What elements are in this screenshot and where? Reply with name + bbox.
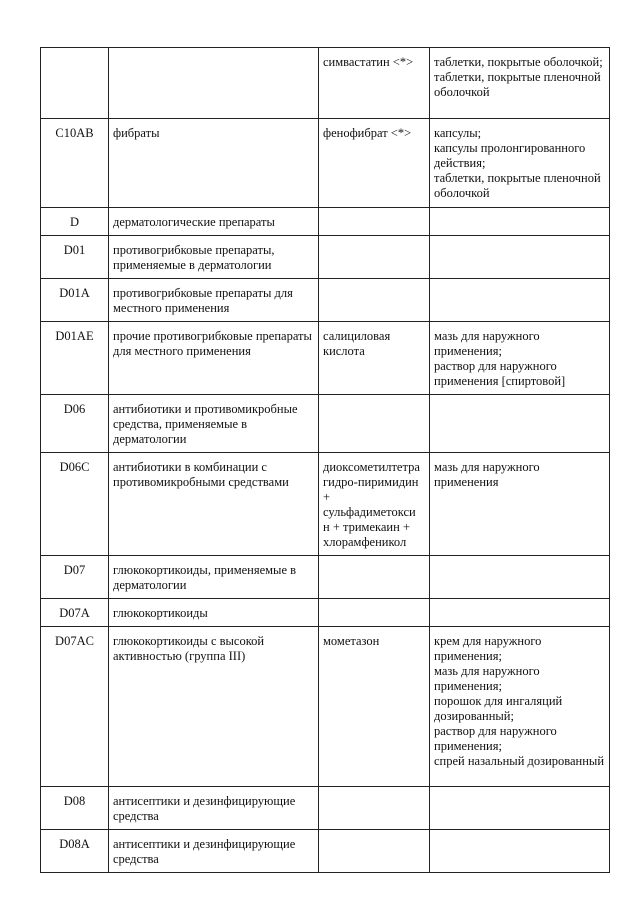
group-name-cell: противогрибковые препараты, применяемые в дерматологии (109, 236, 319, 279)
table-row (41, 119, 610, 208)
dosage-form-text: таблетки, покрытые оболочкой; таблетки, покрытые пленочной оболочкой (434, 55, 603, 99)
table-row (41, 787, 610, 830)
drug-name-cell: салициловая кислота (319, 322, 430, 395)
atc-code-cell: D07AC (41, 627, 109, 787)
table-row (41, 395, 610, 453)
group-name-cell: антисептики и дезинфицирующие средства (109, 830, 319, 873)
table-row (41, 208, 610, 236)
drug-name-cell (319, 236, 430, 279)
table-row (41, 279, 610, 322)
dosage-form-cell (430, 395, 610, 453)
dosage-form-cell (430, 787, 610, 830)
dosage-form-cell (430, 556, 610, 599)
group-name-cell: глюкокортикоиды (109, 599, 319, 627)
atc-code-cell: D01A (41, 279, 109, 322)
group-name-cell: глюкокортикоиды с высокой активностью (группа III) (109, 627, 319, 787)
table-row (41, 627, 610, 787)
group-name-cell (109, 48, 319, 119)
drug-name-cell (319, 599, 430, 627)
dosage-form-cell (430, 236, 610, 279)
dosage-form-cell (430, 48, 610, 119)
table-row (41, 48, 610, 119)
drug-name-cell: симвастатин <*> (319, 48, 430, 119)
group-name-cell: прочие противогрибковые препараты для местного применения (109, 322, 319, 395)
group-name-cell: противогрибковые препараты для местного применения (109, 279, 319, 322)
table-body (41, 48, 610, 873)
atc-code-cell: C10AB (41, 119, 109, 208)
dosage-form-cell (430, 208, 610, 236)
drug-name-cell: диоксометилтетра гидро-пиримидин + сульфадиметокси н + тримекаин + хлорамфеникол (319, 453, 430, 556)
group-name-cell: фибраты (109, 119, 319, 208)
table-row (41, 556, 610, 599)
drug-name-cell (319, 279, 430, 322)
dosage-form-text: мазь для наружного применения; раствор для наружного применения [спиртовой] (434, 329, 566, 388)
table-row (41, 236, 610, 279)
dosage-form-cell (430, 627, 610, 787)
dosage-form-text: крем для наружного применения; мазь для наружного применения; порошок для ингаляций дозированный; раствор для наружного применения; спрей назальный дозированный (434, 634, 605, 768)
drug-name-cell (319, 208, 430, 236)
dosage-form-cell (430, 830, 610, 873)
atc-code-cell (41, 48, 109, 119)
group-name-cell: антибиотики в комбинации с противомикробными средствами (109, 453, 319, 556)
group-name-cell: дерматологические препараты (109, 208, 319, 236)
dosage-form-text: мазь для наружного применения (434, 460, 540, 489)
atc-code-cell: D06C (41, 453, 109, 556)
dosage-form-text: капсулы; капсулы пролонгированного действия; таблетки, покрытые пленочной оболочкой (434, 126, 601, 200)
group-name-cell: антисептики и дезинфицирующие средства (109, 787, 319, 830)
table-row (41, 830, 610, 873)
drug-name-cell (319, 830, 430, 873)
dosage-form-cell (430, 279, 610, 322)
atc-code-cell: D08 (41, 787, 109, 830)
atc-code-cell: D08A (41, 830, 109, 873)
atc-code-cell: D06 (41, 395, 109, 453)
atc-code-cell: D07 (41, 556, 109, 599)
dosage-form-cell (430, 119, 610, 208)
drug-name-cell: мометазон (319, 627, 430, 787)
table-row (41, 322, 610, 395)
atc-drug-table (40, 47, 610, 873)
drug-name-cell (319, 787, 430, 830)
atc-code-cell: D (41, 208, 109, 236)
atc-code-cell: D07A (41, 599, 109, 627)
atc-code-cell: D01 (41, 236, 109, 279)
drug-name-cell: фенофибрат <*> (319, 119, 430, 208)
atc-code-cell: D01AE (41, 322, 109, 395)
dosage-form-cell (430, 599, 610, 627)
table-row (41, 599, 610, 627)
drug-name-cell (319, 395, 430, 453)
dosage-form-cell (430, 322, 610, 395)
drug-name-cell (319, 556, 430, 599)
dosage-form-cell (430, 453, 610, 556)
table-row (41, 453, 610, 556)
group-name-cell: антибиотики и противомикробные средства, применяемые в дерматологии (109, 395, 319, 453)
group-name-cell: глюкокортикоиды, применяемые в дерматологии (109, 556, 319, 599)
